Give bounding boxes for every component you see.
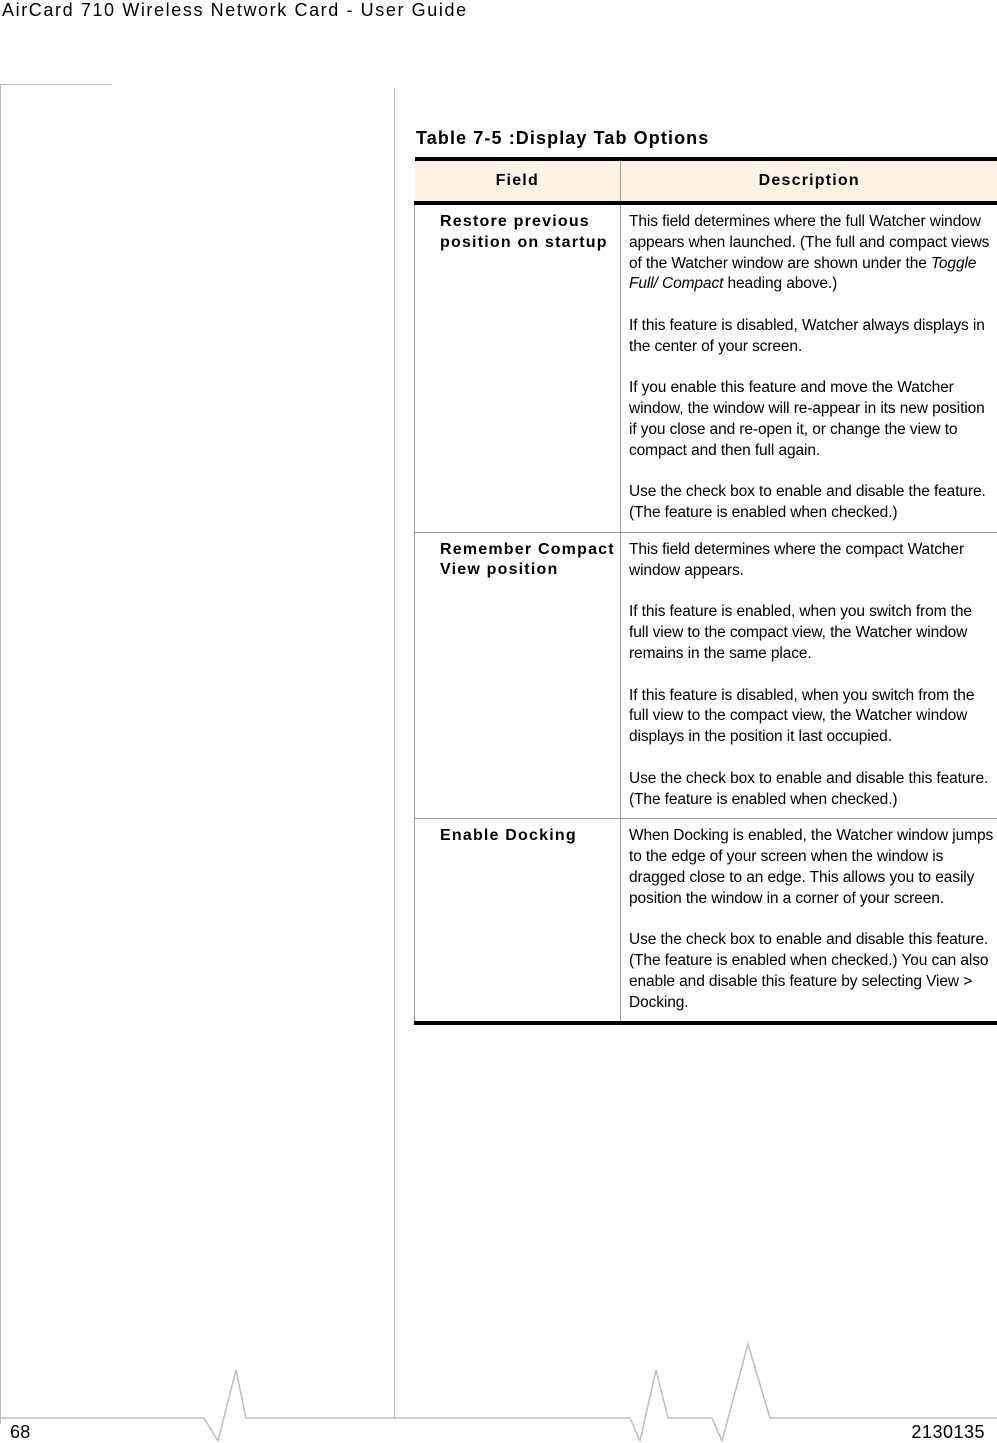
page-header: AirCard 710 Wireless Network Card - User Guide [2, 0, 468, 21]
top-left-rule [0, 84, 112, 85]
page-footer [0, 1338, 997, 1441]
field-restore-previous-position: Restore previous position on startup [415, 203, 621, 532]
description-paragraph: Use the check box to enable and disable this feature. (The feature is enabled when checked.) [629, 769, 995, 811]
column-header-field: Field [415, 159, 621, 203]
column-divider-rule [394, 88, 395, 1418]
description-cell [621, 532, 997, 818]
description-paragraph: If this feature is enabled, when you switch from the full view to the compact view, the Watcher window remains in the same place. [629, 602, 995, 664]
table-header-row [415, 159, 997, 203]
table-caption: Table 7-5 :Display Tab Options [416, 128, 709, 149]
description-paragraph: If this feature is disabled, when you switch from the full view to the compact view, the Watcher window displays in the position it last occupied. [629, 686, 995, 748]
document-number: 2130135 [911, 1422, 985, 1443]
description-paragraph: Use the check box to enable and disable the feature. (The feature is enabled when checked.) [629, 482, 995, 524]
description-paragraph: When Docking is enabled, the Watcher window jumps to the edge of your screen when the window is dragged close to an edge. This allows you to easily position the window in a corner of your screen. [629, 826, 995, 909]
left-margin-rule [0, 84, 1, 1424]
page-number: 68 [10, 1422, 31, 1443]
display-tab-options-table [414, 157, 997, 1025]
description-paragraph: If you enable this feature and move the Watcher window, the window will re-appear in its new position if you close and re-open it, or change the view to compact and then full again. [629, 378, 995, 461]
field-remember-compact-view-position: Remember Compact View position [415, 532, 621, 818]
toggle-full-compact-reference: Toggle Full/ Compact [629, 255, 976, 293]
description-paragraph: If this feature is disabled, Watcher always displays in the center of your screen. [629, 316, 995, 358]
column-header-description: Description [621, 159, 997, 203]
description-paragraph: Use the check box to enable and disable this feature. (The feature is enabled when checked.) You can also enable and disable this feature by selecting View > Docking. [629, 930, 995, 1013]
description-paragraph: This field determines where the compact Watcher window appears. [629, 540, 995, 582]
description-text: heading above.) [723, 275, 837, 292]
description-text: This field determines where the full Watcher window appears when launched. (The full and compact views of the Watcher window are shown under the [629, 213, 989, 272]
field-enable-docking: Enable Docking [415, 819, 621, 1024]
description-paragraph [629, 212, 995, 295]
description-cell [621, 203, 997, 532]
description-cell [621, 819, 997, 1024]
signal-wave-decoration [0, 1338, 997, 1441]
table-row [415, 203, 997, 532]
table-row [415, 819, 997, 1024]
table-row [415, 532, 997, 818]
